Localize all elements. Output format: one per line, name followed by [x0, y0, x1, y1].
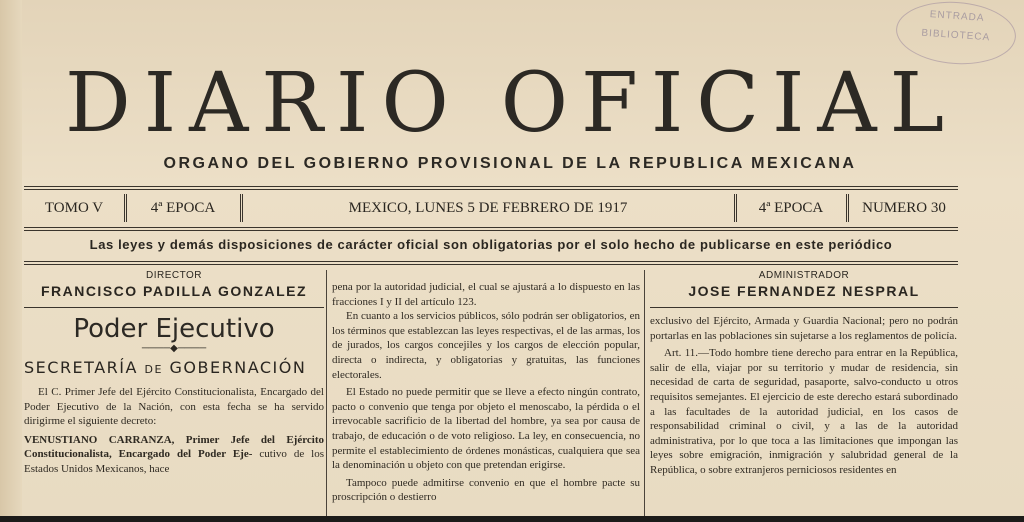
paragraph: En cuanto a los servicios públicos, sólo podrán ser obligatorios, en los términos que establezcan las leyes respectivas, el de las armas, los de jurados, los cargos concejiles y los cargos de elección popular, directa o indirecta, y obligatorias y gratuitas, las funciones electorales.: [332, 310, 640, 381]
column-left: [24, 270, 324, 477]
paragraph: Tampoco puede admitirse convenio en que el hombre pacte su proscripción o destierro: [332, 476, 640, 504]
dateline-bar: [24, 191, 958, 225]
masthead-title: DIARIO OFICIAL: [64, 56, 958, 151]
rule-mid: [24, 227, 958, 228]
dateline: MEXICO, LUNES 5 DE FEBRERO DE 1917: [348, 200, 628, 216]
column-right: [650, 270, 958, 478]
scan-edge: [0, 516, 1024, 522]
director-name: FRANCISCO PADILLA GONZALEZ: [40, 283, 308, 299]
column-middle: [332, 280, 640, 505]
numero-label: NUMERO 30: [862, 200, 946, 216]
column-separator: [326, 270, 327, 520]
rule-top: [24, 186, 958, 187]
library-stamp: ENTRADA BIBLIOTECA: [894, 0, 1018, 68]
separator: [734, 194, 737, 222]
separator: [846, 194, 849, 222]
paragraph: Art. 11.—Todo hombre tiene derecho para entrar en la República, salir de ella, viajar por su territorio y mudar de residencia, sin necesidad de carta de seguridad, pasaporte, salvo-conducto u otros requisitos semejantes. El ejercicio de este derecho estará subordinado a las facultades de la autoridad judicial, en los casos de responsabilidad criminal o civil, y a las de la autoridad administrativa, por lo que toca a las limitaciones que impongan las leyes sobre emigración, inmigración y salubridad general de la República, o sobre extranjeros perniciosos residentes en: [650, 347, 958, 476]
column-separator: [644, 270, 645, 520]
paragraph: El C. Primer Jefe del Ejército Constitucionalista, Encargado del Poder Ejecutivo de la Nación, con esta fecha se ha servido dirigirme el siguiente decreto:: [24, 386, 324, 428]
epoca-left: 4ª EPOCA: [150, 200, 216, 216]
administrator-label: ADMINISTRADOR: [758, 270, 850, 281]
rule: [24, 307, 324, 308]
rule-bottom: [24, 261, 958, 262]
director-label: DIRECTOR: [145, 270, 203, 281]
paragraph: pena por la autoridad judicial, el cual se ajustará a lo dispuesto en las fracciones I y II del artículo 123.: [332, 281, 640, 308]
masthead-subtitle: ORGANO DEL GOBIERNO PROVISIONAL DE LA REPUBLICA MEXICANA: [163, 155, 857, 172]
paragraph-decree: VENUSTIANO CARRANZA, Primer Jefe del Ejército Constitucionalista, Encargado del Poder Eje- cutivo de los Estados Unidos Mexicanos, hace: [24, 433, 325, 475]
epoca-right: 4ª EPOCA: [758, 200, 824, 216]
paragraph: exclusivo del Ejército, Armada y Guardia Nacional; pero no podrán portarlas en las poblaciones sin sujetarse a los reglamentos de policía.: [650, 315, 958, 342]
rule: [650, 307, 958, 308]
rule-top-thin: [24, 189, 958, 190]
rule-mid-thin: [24, 230, 958, 231]
ministry-title: SECRETARÍA DE GOBERNACIÓN: [24, 358, 307, 377]
administrator-name: JOSE FERNANDEZ NESPRAL: [688, 283, 920, 299]
paragraph: El Estado no puede permitir que se lleve a efecto ningún contrato, pacto o convenio que tenga por objeto el menoscabo, la pérdida o el irrevocable sacrificio de la libertad del hombre, ya sea por causa de trabajo, de educación o de voto religioso. La ley, en consecuencia, no permite el establecimiento de órdenes monásticas, cualquiera que sea la denominación u objeto con que pretendan erigirse.: [332, 386, 640, 472]
separator: [124, 194, 127, 222]
legal-notice: Las leyes y demás disposiciones de carácter oficial son obligatorias por el solo hecho de publicarse en este periódico: [89, 237, 893, 252]
ornament-divider: ────◆────: [141, 343, 207, 354]
tomo-label: TOMO V: [44, 200, 104, 216]
separator: [240, 194, 243, 222]
page-fold-shadow: [0, 0, 22, 522]
section-title: Poder Ejecutivo: [73, 314, 275, 344]
rule-bottom-thin: [24, 264, 958, 265]
